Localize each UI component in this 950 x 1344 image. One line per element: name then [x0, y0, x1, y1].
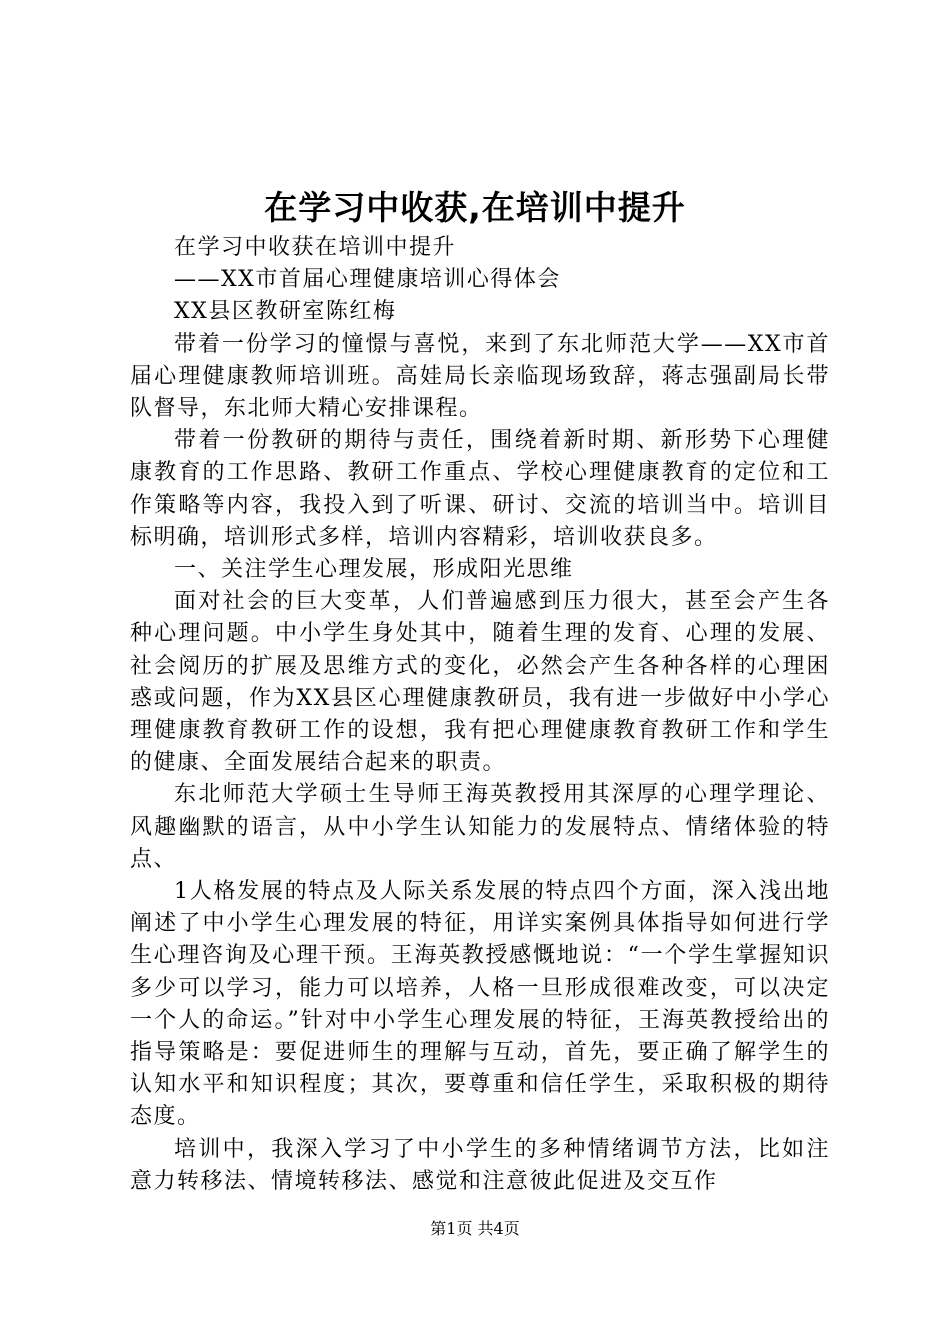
paragraph: 带着一份教研的期待与责任，围绕着新时期、新形势下心理健康教育的工作思路、教研工作重点、学校心理健康教育的定位和工作策略等内容，我投入到了听课、研讨、交流的培训当中。培训目标明确，培训形式多样，培训内容精彩，培训收获良多。: [130, 428, 830, 550]
author-line: XX县区教研室陈红梅: [174, 299, 397, 325]
page-footer: 第1页 共4页: [430, 1219, 520, 1238]
document-body: [130, 232, 830, 1198]
paragraph: 东北师范大学硕士生导师王海英教授用其深厚的心理学理论、风趣幽默的语言，从中小学生认知能力的发展特点、情绪体验的特点、: [130, 782, 830, 872]
subtitle-line: 在学习中收获在培训中提升: [174, 235, 457, 260]
paragraph: 培训中，我深入学习了中小学生的多种情绪调节方法，比如注意力转移法、情境转移法、感觉和注意彼此促进及交互作: [130, 1136, 830, 1194]
paragraph: 带着一份学习的憧憬与喜悦，来到了东北师范大学——XX市首届心理健康教师培训班。高娃局长亲临现场致辞，蒋志强副局长带队督导，东北师大精心安排课程。: [130, 331, 830, 422]
subtitle-line: ——XX市首届心理健康培训心得体会: [174, 267, 561, 293]
paragraph: 1人格发展的特点及人际关系发展的特点四个方面，深入浅出地阐述了中小学生心理发展的特征，用详实案例具体指导如何进行学生心理咨询及心理干预。王海英教授感慨地说：“一个学生掌握知识多少可以学习，能力可以培养，人格一旦形成很难改变，可以决定一个人的命运。”针对中小学生心理发展的特征，王海英教授给出的指导策略是：要促进师生的理解与互动，首先，要正确了解学生的认知水平和知识程度；其次，要尊重和信任学生，采取积极的期待态度。: [130, 879, 830, 1130]
paragraph: 面对社会的巨大变革，人们普遍感到压力很大，甚至会产生各种心理问题。中小学生身处其中，随着生理的发育、心理的发展、社会阅历的扩展及思维方式的变化，必然会产生各种各样的心理困惑或问题，作为XX县区心理健康教研员，我有进一步做好中小学心理健康教育教研工作的设想，我有把心理健康教育教研工作和学生的健康、全面发展结合起来的职责。: [130, 589, 830, 776]
document-title: 在学习中收获,在培训中提升: [264, 188, 686, 227]
section-heading: 一、关注学生心理发展，形成阳光思维: [174, 557, 574, 583]
